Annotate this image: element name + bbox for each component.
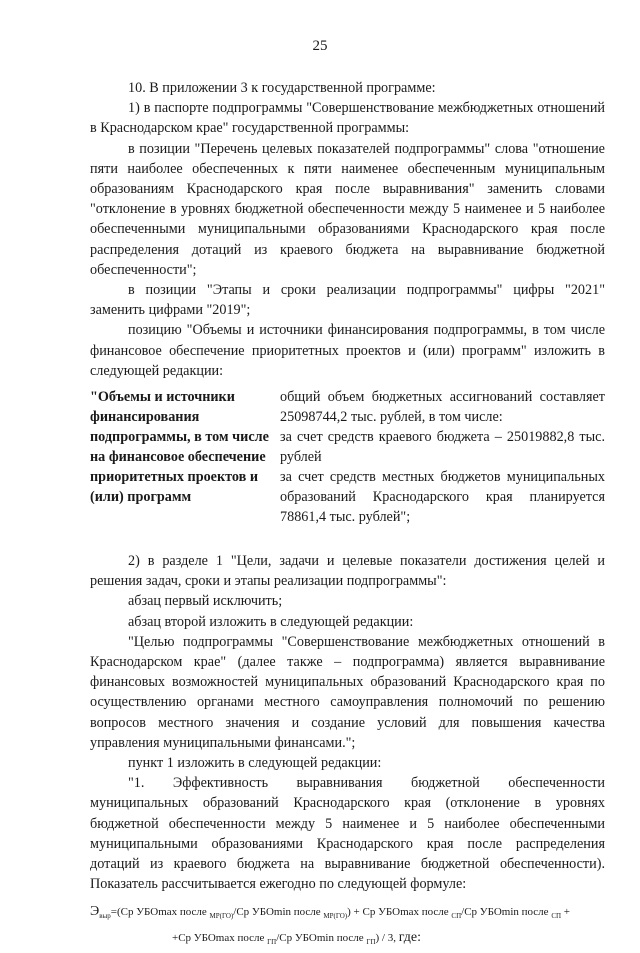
paragraph: "1. Эффективность выравнивания бюджетной обеспеченности муниципальных образований Краснодарского края (отклонение в уровнях бюджетной обеспеченности между 5 наименее и 5 наиболее обеспеченными муниципальными образованиями Краснодарского края после распределения дотаций из краевого бюджета на выравнивание бюджетной обеспеченности). Показатель рассчитывается ежегодно по следующей формуле: — [90, 775, 605, 893]
document-body — [90, 78, 605, 953]
formula-line-1: $Э_{выр}=(Ср$ УБОmax после $_{МР(ГО)}$/Ср УБОmin после $_{МР(ГО)}$) + Ср УБОmax после $_{СП}$/Ср УБОmin после $_{СП}$ + — [90, 903, 571, 920]
formula-e-sub: выр — [99, 911, 111, 920]
financing-table — [90, 387, 605, 527]
paragraph: абзац первый исключить; — [128, 593, 283, 610]
paragraphs-bottom — [90, 551, 605, 894]
formula — [90, 901, 605, 953]
paragraph: 2) в разделе 1 "Цели, задачи и целевые показатели достижения целей и решения задач, сроки и этапы реализации подпрограммы": — [90, 553, 605, 590]
paragraph: "Целью подпрограммы "Совершенствование межбюджетных отношений в Краснодарском крае" (далее также – подпрограмма) является выравнивание финансовых возможностей муниципальных образований Краснодарского края по осуществлению органами местного самоуправления полномочий по решению вопросов местного значения и создание условий для повышения качества управления муниципальными финансами."; — [90, 633, 605, 751]
financing-table-values — [280, 387, 605, 527]
paragraph: позицию "Объемы и источники финансирования подпрограммы, в том числе финансовое обеспечение приоритетных проектов и (или) программ" изложить в следующей редакции: — [90, 322, 605, 379]
financing-total: общий объем бюджетных ассигнований составляет 25098744,2 тыс. рублей, в том числе: — [280, 389, 605, 426]
financing-regional: за счет средств краевого бюджета – 25019882,8 тыс. рублей — [280, 429, 605, 466]
formula-line-2: +Ср УБОmax после $_{ГП}$/Ср УБОmin после $_{ГП}$) / 3, где: — [172, 929, 422, 946]
formula-e-symbol: Э — [90, 903, 100, 919]
paragraph: в позиции "Перечень целевых показателей подпрограммы" слова "отношение пяти наиболее обеспеченных к пяти наименее обеспеченным муниципальным образованиям Краснодарского края после выравнивания" заменить словами "отклонение в уровнях бюджетной обеспеченности между 5 наименее и 5 наиболее обеспеченными муниципальными образованиями Краснодарского края после распределения дотаций из краевого бюджета на выравнивание бюджетной обеспеченности"; — [90, 140, 605, 278]
financing-table-label: "Объемы и источники финансирования подпрограммы, в том числе на финансовое обеспечение приоритетных проектов и (или) программ — [90, 389, 269, 506]
paragraph: 1) в паспорте подпрограммы "Совершенствование межбюджетных отношений в Краснодарском крае" государственной программы: — [90, 100, 605, 137]
paragraph: 10. В приложении 3 к государственной программе: — [128, 80, 436, 96]
page-number: 25 — [312, 38, 328, 54]
financing-local: за счет средств местных бюджетов муниципальных образований Краснодарского края планируется 78861,4 тыс. рублей"; — [280, 469, 605, 526]
paragraph: абзац второй изложить в следующей редакции: — [128, 613, 414, 630]
paragraph: в позиции "Этапы и сроки реализации подпрограммы" цифры "2021" заменить цифрами "2019"; — [90, 282, 605, 319]
paragraph: пункт 1 изложить в следующей редакции: — [128, 755, 382, 772]
paragraphs-top — [90, 78, 605, 381]
